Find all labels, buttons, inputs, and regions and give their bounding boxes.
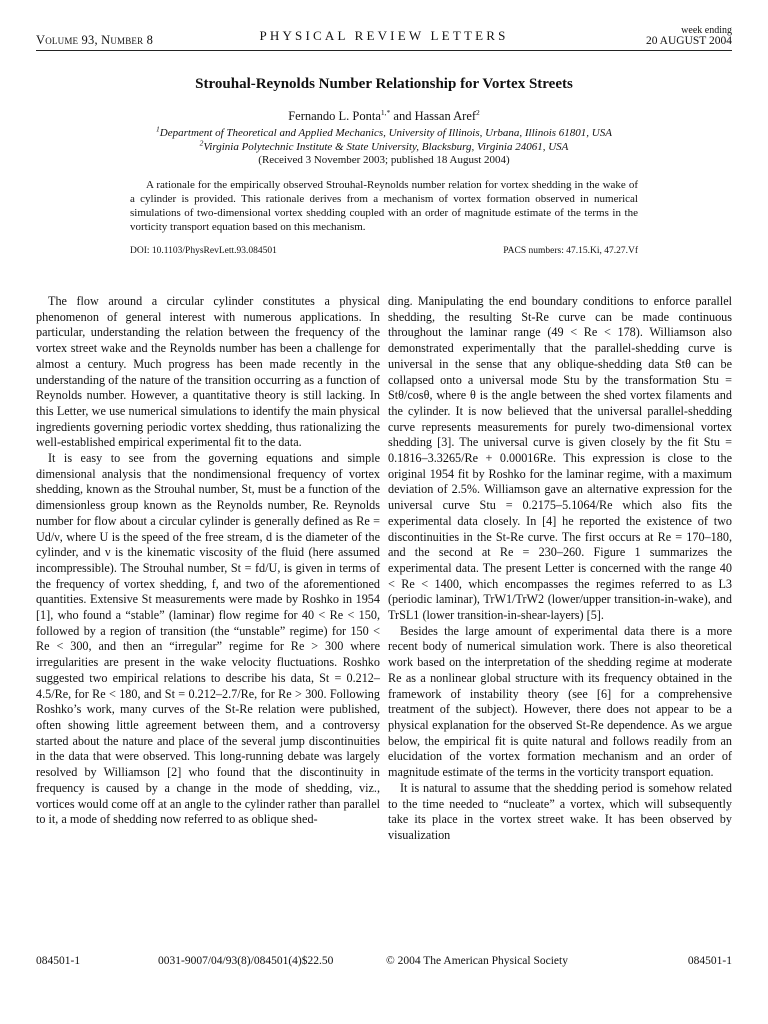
doi: DOI: 10.1103/PhysRevLett.93.084501: [130, 246, 277, 256]
header-rule: [36, 50, 732, 51]
affiliation-1: [0, 124, 768, 139]
page-number-right: 084501-1: [687, 955, 732, 967]
body-paragraph: The flow around a circular cylinder constitutes a physical phenomenon of general interest with numerous applications. In particular, understanding the relation between the frequency of the vortex street wake and the Reynolds number has been a challenge for almost a century. Much progress has been made recently in the understanding of the nature of the transition occurring as a function of Reynolds number. However, a quantitative theory is still lacking. In this Letter, we use numerical simulations to identify the main physical ingredients governing periodic vortex shedding, thus rationalizing the well-established empirical experimental fit to the data.: [36, 294, 380, 450]
affiliation-2-text: Virginia Polytechnic Institute & State University, Blacksburg, Virginia 24061, USA: [203, 141, 569, 153]
affiliation-2: [0, 138, 768, 153]
author-ponta-affiliation: 1,*: [380, 107, 391, 117]
abstract: A rationale for the empirically observed Strouhal-Reynolds number relation for vortex shedding in the wake of a cylinder is provided. This rationale derives from a mechanism of vortex formation observed in numerical simulations of two-dimensional vortex shedding coupled with an order of magnitude estimate of the terms in the vorticity transport equation based on this mechanism.: [130, 179, 638, 233]
author-conjunction: and: [390, 109, 415, 123]
issue-date-value: 20 AUGUST 2004: [645, 35, 732, 47]
page-number-left: 084501-1: [36, 955, 81, 967]
author-list: [0, 109, 768, 124]
author-aref: Hassan Aref: [414, 109, 477, 123]
author-ponta: Fernando L. Ponta: [288, 109, 381, 123]
article-title: Strouhal-Reynolds Number Relationship for Vortex Streets: [195, 76, 573, 92]
week-ending-label: week ending: [681, 25, 732, 36]
article-code: 0031-9007/04/93(8)/084501(4)$22.50: [158, 955, 334, 967]
issue-date: [646, 25, 732, 47]
copyright: © 2004 The American Physical Society: [386, 955, 568, 967]
affiliation-1-text: Department of Theoretical and Applied Mechanics, University of Illinois, Urbana, Illinois 61801, USA: [159, 127, 612, 139]
body-column-left: [36, 294, 380, 828]
volume-number: Volume 93, Number 8: [36, 33, 154, 47]
body-column-right: [388, 294, 732, 844]
affiliation-2-mark: 2: [199, 138, 204, 148]
author-aref-affiliation: 2: [476, 107, 480, 117]
body-paragraph: It is easy to see from the governing equations and simple dimensional analysis that the nondimensional frequency of vortex shedding, known as the Strouhal number, St, must be a function of the dimensionless group known as the Reynolds number, Re. Reynolds number for flow about a circular cylinder is generally defined as Re = Ud/ν, where U is the speed of the free stream, d is the diameter of the cylinder, and ν is the kinematic viscosity of the fluid (here assumed incompressible). The Strouhal number, St = fd/U, is given in terms of the frequency of vortex shedding, f, and two of the aforementioned quantities. Extensive St measurements were made by Roshko in 1954 [1], who found a “stable” (laminar) flow regime for 40 < Re < 150, followed by a region of transition (the “unstable” regime) for 150 < Re < 300, and then an “irregular” regime for Re > 300 where irregularities are present in the wake velocity fluctuations. Roshko suggested two empirical relations to describe his data, St = 0.212–4.5/Re, for Re < 180, and St = 0.212–2.7/Re, for Re > 300. Following Roshko’s work, many curves of the St-Re relation were published, often showing little agreement between them, and a controversy started about the nature and place of the several jump discontinuities in the data that were observed. This long-running debate was largely resolved by Williamson [2] who found that the discontinuity in frequency is caused by a change in the mode of shedding, viz., vortices would come off at an angle to the cylinder rather than parallel to it, a mode of shedding now referred to as oblique shed-: [36, 451, 380, 827]
received-dates: (Received 3 November 2003; published 18 August 2004): [258, 154, 510, 166]
pacs-numbers: PACS numbers: 47.15.Ki, 47.27.Vf: [503, 246, 638, 256]
body-paragraph: ding. Manipulating the end boundary conditions to enforce parallel shedding, the resulting St-Re curve can be made continuous throughout the laminar range (49 < Re < 178). Williamson also demonstrated experimentally that the parallel-shedding curve is universal in the sense that any oblique-shedding data Stθ can be collapsed onto a universal mode Stu by the transformation Stu = Stθ/cosθ, where θ is the angle between the shed vortex filaments and the cylinder. It is now believed that the universal parallel-shedding curve represents measurements for purely two-dimensional vortex shedding [3]. The universal curve is given closely by the fit Stu = 0.1816–3.3265/Re + 0.00016Re. This expression is close to the original 1954 fit by Roshko for the laminar regime, with a maximum deviation of 2.5%. Williamson gave an alternative expression for the universal curve Stu = 0.2175–5.1064/Re which also fits the experimental data closely. In [4] he reported the existence of two discontinuities in the St-Re curve. The first occurs at Re = 170–180, and the second at Re = 230–260. Figure 1 summarizes the experimental data. The present Letter is concerned with the range 40 < Re < 1400, which encompasses the regimes referred to as L3 (periodic laminar), TrW1/TrW2 (lower/upper transition-in-wake), and TrSL1 (lower transition-in-shear-layers) [5].: [388, 294, 732, 623]
affiliation-1-mark: 1: [156, 124, 160, 134]
body-paragraph: It is natural to assume that the shedding period is somehow related to the time needed to “nucleate” a vortex, which will subsequently take its place in the vortex street wake. It has been observed by visualization: [388, 780, 732, 842]
body-paragraph: Besides the large amount of experimental data there is a more recent body of numerical simulation work. There is also theoretical work based on the interpretation of the shedding regime at moderate Re as a nonlinear global structure with its frequency obtained in the framework of instability theory (see [6] for a comprehensive treatment of the subject). However, there does not appear to be a physical explanation for the observed St-Re dependence. As we argue below, the empirical fit is quite natural and follows readily from an elucidation of the vortex formation mechanism and an order of magnitude estimate of the terms in the vorticity transport equation.: [388, 623, 732, 780]
journal-name: PHYSICAL REVIEW LETTERS: [259, 28, 509, 43]
